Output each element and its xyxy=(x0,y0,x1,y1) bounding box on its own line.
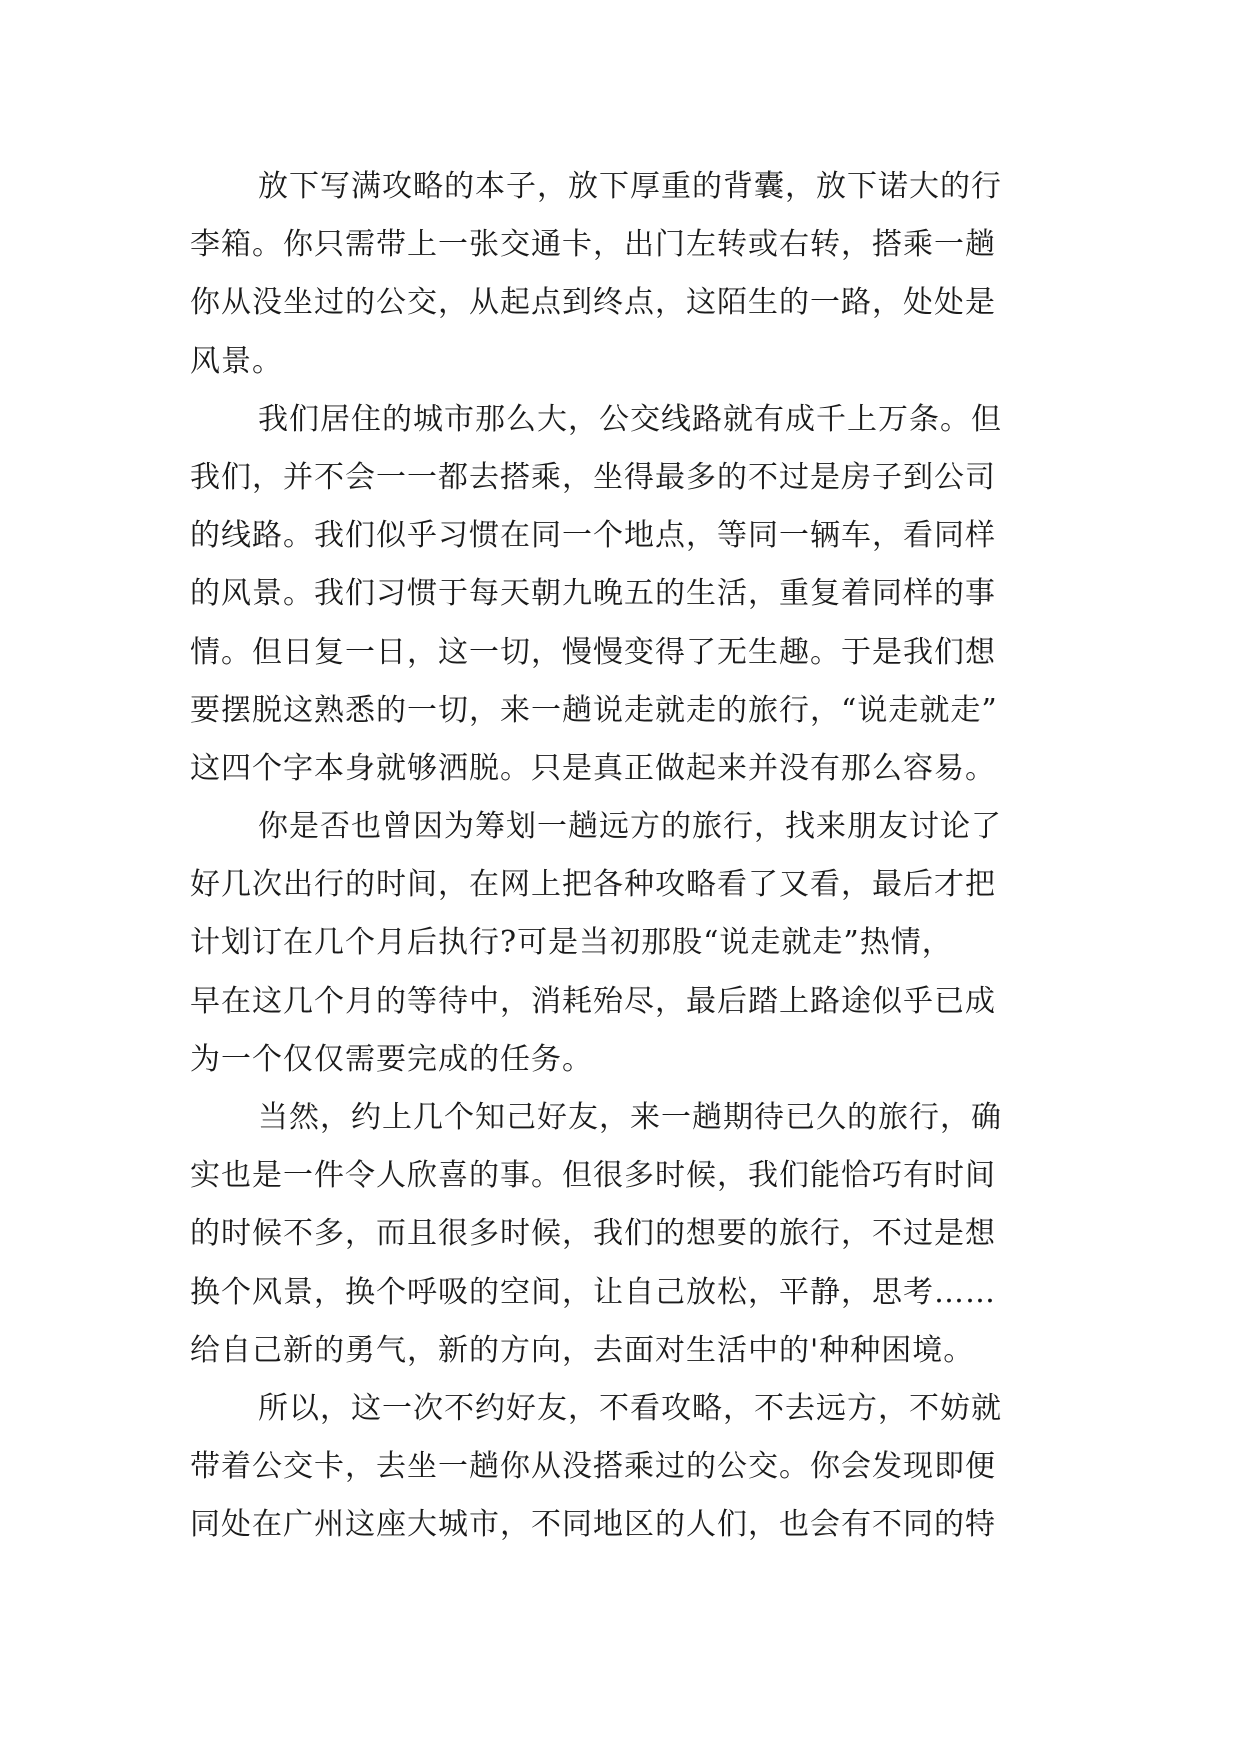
text-line: 换个风景，换个呼吸的空间，让自己放松，平静，思考…… xyxy=(190,1274,996,1310)
document-body xyxy=(190,158,1070,1555)
text-line: 这四个字本身就够洒脱。只是真正做起来并没有那么容易。 xyxy=(190,750,996,786)
text-line: 我们，并不会一一都去搭乘，坐得最多的不过是房子到公司 xyxy=(190,459,996,495)
text-line: 计划订在几个月后执行?可是当初那股“说走就走”热情， xyxy=(190,925,953,961)
text-line: 情。但日复一日，这一切，慢慢变得了无生趣。于是我们想 xyxy=(190,634,996,670)
text-line: 给自己新的勇气，新的方向，去面对生活中的'种种困境。 xyxy=(190,1332,975,1368)
text-line: 带着公交卡，去坐一趟你从没搭乘过的公交。你会发现即便 xyxy=(190,1449,996,1485)
text-line: 你从没坐过的公交，从起点到终点，这陌生的一路，处处是 xyxy=(190,285,996,321)
text-line: 要摆脱这熟悉的一切，来一趟说走就走的旅行，“说走就走” xyxy=(190,692,998,728)
text-line: 的时候不多，而且很多时候，我们的想要的旅行，不过是想 xyxy=(190,1216,996,1252)
text-line: 你是否也曾因为筹划一趟远方的旅行，找来朋友讨论了 xyxy=(258,809,1002,845)
text-line: 风景。 xyxy=(190,343,283,379)
text-line: 所以，这一次不约好友，不看攻略，不去远方，不妨就 xyxy=(258,1390,1002,1426)
text-line: 放下写满攻略的本子，放下厚重的背囊，放下诺大的行 xyxy=(258,169,1002,204)
text-line: 我们居住的城市那么大，公交线路就有成千上万条。但 xyxy=(258,401,1002,437)
text-line: 同处在广州这座大城市，不同地区的人们，也会有不同的特 xyxy=(190,1507,996,1543)
text-line: 李箱。你只需带上一张交通卡，出门左转或右转，搭乘一趟 xyxy=(190,227,996,263)
text-line: 为一个仅仅需要完成的任务。 xyxy=(190,1041,593,1077)
text-line: 的线路。我们似乎习惯在同一个地点，等同一辆车，看同样 xyxy=(190,518,996,554)
text-line: 当然，约上几个知己好友，来一趟期待已久的旅行，确 xyxy=(258,1100,1002,1135)
text-line: 好几次出行的时间，在网上把各种攻略看了又看，最后才把 xyxy=(190,867,996,903)
text-line: 实也是一件令人欣喜的事。但很多时候，我们能恰巧有时间 xyxy=(190,1158,996,1194)
text-line: 早在这几个月的等待中，消耗殆尽，最后踏上路途似乎已成 xyxy=(190,983,996,1019)
text-line: 的风景。我们习惯于每天朝九晚五的生活，重复着同样的事 xyxy=(190,576,996,612)
